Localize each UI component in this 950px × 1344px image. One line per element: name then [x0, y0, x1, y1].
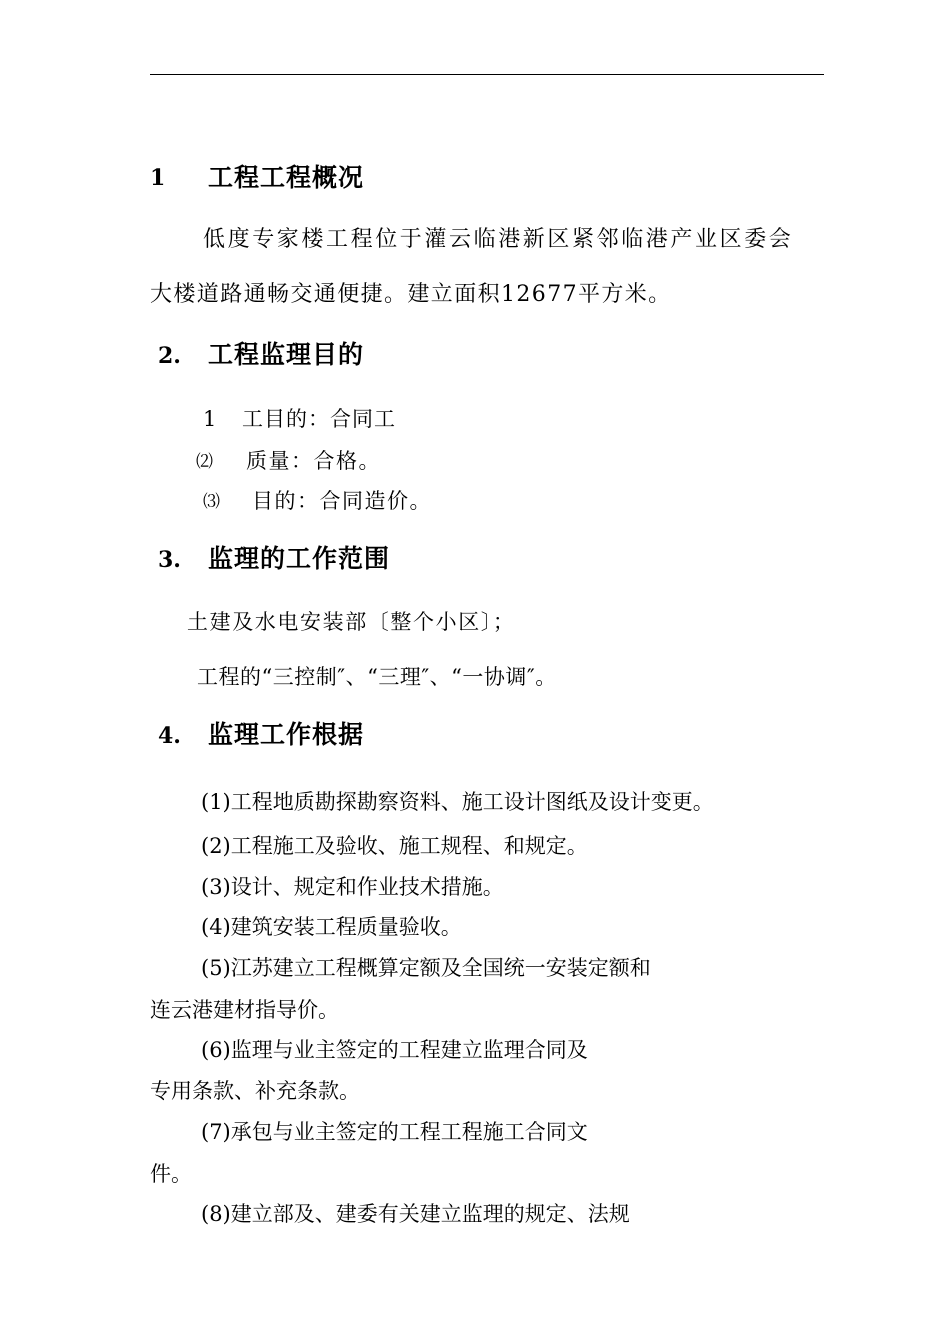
section-4-line-8: 专用条款、补充条款。 [150, 1079, 360, 1103]
section-4-line-2: (2)工程施工及验收、施工规程、和规定。 [201, 834, 588, 858]
section-2-item-1-marker: 1 [203, 407, 217, 431]
section-1-title: 工程工程概况 [208, 163, 365, 192]
section-4-number: 4. [158, 723, 181, 749]
section-4-line-4: (4)建筑安装工程质量验收。 [201, 915, 462, 939]
section-2-item-1-text: 工目的：合同工 [242, 407, 396, 431]
section-2-item-2-text: 质量：合格。 [246, 449, 381, 473]
section-4-line-5: (5)江苏建立工程概算定额及全国统一安装定额和 [201, 956, 651, 980]
section-4-line-7: (6)监理与业主签定的工程建立监理合同及 [201, 1038, 588, 1062]
section-2-number: 2. [158, 343, 181, 369]
header-rule [150, 74, 824, 75]
section-4-line-3: (3)设计、规定和作业技术措施。 [201, 875, 504, 899]
section-2-item-3-marker: ⑶ [203, 492, 220, 512]
section-3-paragraph-2: 工程的“三控制″、“三理″、“一协调″。 [197, 665, 557, 689]
section-4-line-1: (1)工程地质勘探勘察资料、施工设计图纸及设计变更。 [201, 790, 714, 814]
section-4-title: 监理工作根据 [208, 720, 365, 749]
section-2-item-3-text: 目的：合同造价。 [252, 489, 432, 513]
section-3-paragraph-1: 土建及水电安装部〔整个小区〕； [187, 610, 516, 634]
section-2-title: 工程监理目的 [208, 340, 365, 369]
section-4-line-10: 件。 [150, 1162, 192, 1186]
section-1-paragraph-line-1: 低度专家楼工程位于灌云临港新区紧邻临港产业区委会 [203, 227, 794, 252]
section-1-paragraph-line-2: 大楼道路通畅交通便捷。建立面积12677平方米。 [150, 282, 672, 307]
section-4-line-6: 连云港建材指导价。 [150, 998, 339, 1022]
section-2-item-2-marker: ⑵ [196, 452, 213, 472]
section-3-title: 监理的工作范围 [208, 544, 391, 573]
section-4-line-9: (7)承包与业主签定的工程工程施工合同文 [201, 1120, 588, 1144]
section-4-line-11: (8)建立部及、建委有关建立监理的规定、法规 [201, 1202, 630, 1226]
section-3-number: 3. [158, 547, 181, 573]
section-1-number: 1 [150, 165, 166, 191]
